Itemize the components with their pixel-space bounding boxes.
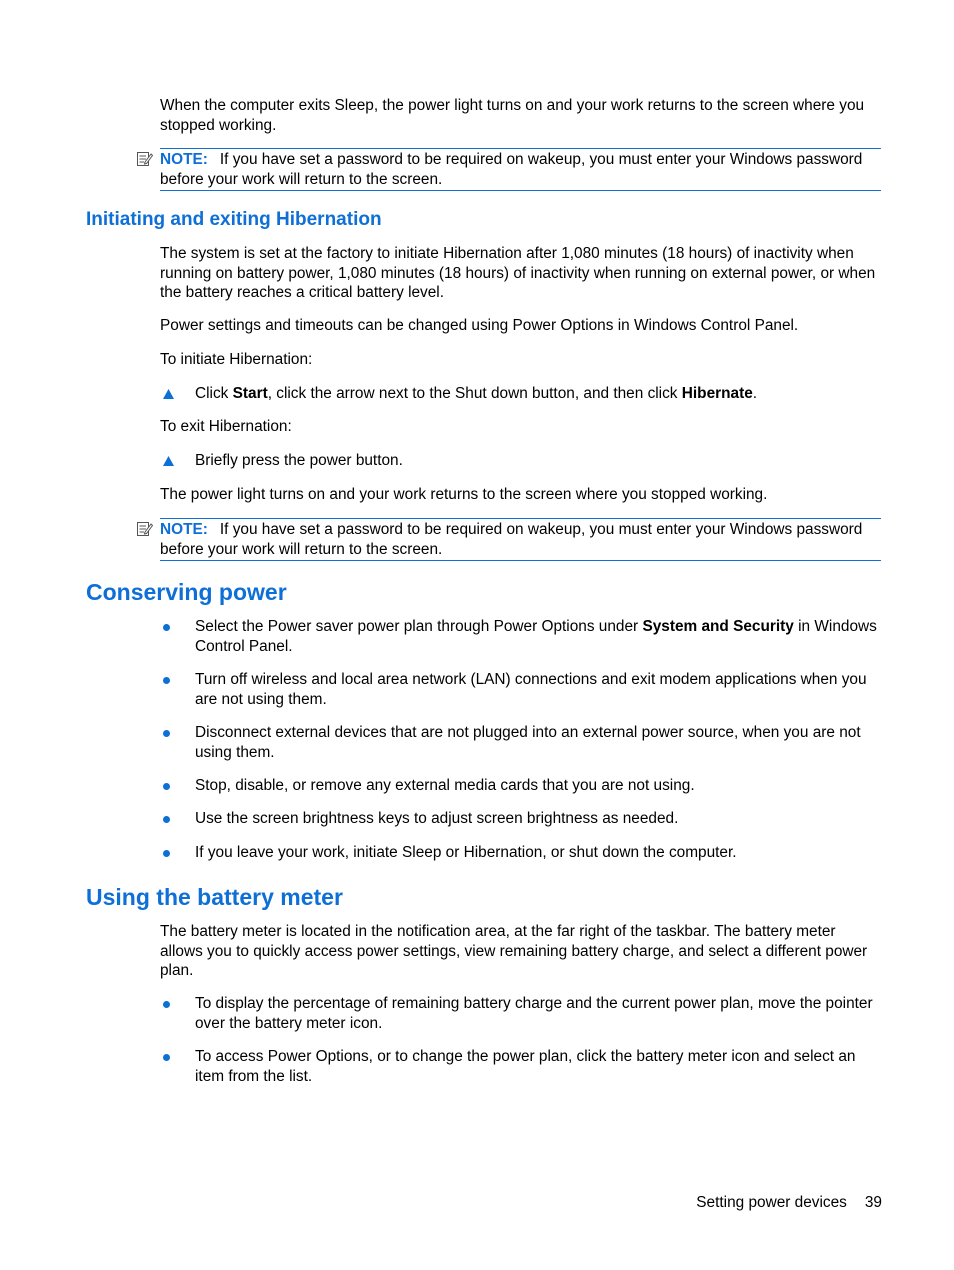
bullet-dot-icon [163,850,170,857]
list-item: Use the screen brightness keys to adjust screen brightness as needed. [195,810,679,827]
section-heading-battery-meter: Using the battery meter [86,884,343,910]
bullet-dot-icon [163,783,170,790]
initiate-intro: To initiate Hibernation: [160,351,313,368]
power-light-paragraph: The power light turns on and your work returns to the screen where you stopped working. [160,486,768,503]
intro-paragraph: When the computer exits Sleep, the power light turns on and your work returns to the screen where you stopped working. [160,97,865,134]
bullet-dot-icon [163,624,170,631]
power-settings-paragraph: Power settings and timeouts can be changed using Power Options in Windows Control Panel. [160,317,799,334]
section-heading-conserving-power: Conserving power [86,579,287,605]
list-item: Stop, disable, or remove any external media cards that you are not using. [195,777,695,794]
bullet-dot-icon [163,1054,170,1061]
triangle-bullet-icon [162,455,175,467]
bullet-dot-icon [163,816,170,823]
list-item: Disconnect external devices that are not plugged into an external power source, when you are not using them. [195,724,861,761]
list-item: Turn off wireless and local area network (LAN) connections and exit modem applications when you are not using them. [195,671,867,708]
battery-meter-paragraph: The battery meter is located in the notification area, at the far right of the taskbar. The battery meter allows you to quickly access power settings, view remaining battery charge, and select a different power plan. [160,923,868,979]
section-heading-hibernation: Initiating and exiting Hibernation [86,209,382,230]
note-text: If you have set a password to be required on wakeup, you must enter your Windows password before your work will return to the screen. [160,521,863,558]
note-label: NOTE: [160,521,208,538]
system-security-label: System and Security [642,618,794,635]
hibernation-paragraph: The system is set at the factory to initiate Hibernation after 1,080 minutes (18 hours) of inactivity when running on battery power, 1,080 minutes (18 hours) of inactivity when running on external power, or when the battery reaches a critical battery level. [160,245,876,301]
bullet-dot-icon [163,730,170,737]
page-footer [696,1193,882,1213]
initiate-step: Click Start, click the arrow next to the Shut down button, and then click Hibernate. [195,385,758,402]
note-label: NOTE: [160,151,208,168]
footer-section-title: Setting power devices [696,1194,847,1211]
bullet-dot-icon [163,677,170,684]
triangle-bullet-icon [162,388,175,400]
list-item: To access Power Options, or to change the power plan, click the battery meter icon and select an item from the list. [195,1048,856,1085]
hibernate-label: Hibernate [681,385,753,402]
exit-intro: To exit Hibernation: [160,418,292,435]
exit-step: Briefly press the power button. [195,452,403,469]
note-text: If you have set a password to be required on wakeup, you must enter your Windows password before your work will return to the screen. [160,151,863,188]
note-box [160,148,881,191]
page-number: 39 [864,1194,882,1211]
list-item: Select the Power saver power plan through Power Options under System and Security in Windows Control Panel. [195,618,877,655]
start-label: Start [232,385,268,402]
note-box [160,518,881,561]
list-item: If you leave your work, initiate Sleep or Hibernation, or shut down the computer. [195,844,737,861]
note-icon [136,520,153,537]
note-icon [136,150,153,167]
bullet-dot-icon [163,1001,170,1008]
list-item: To display the percentage of remaining battery charge and the current power plan, move the pointer over the battery meter icon. [195,995,873,1032]
